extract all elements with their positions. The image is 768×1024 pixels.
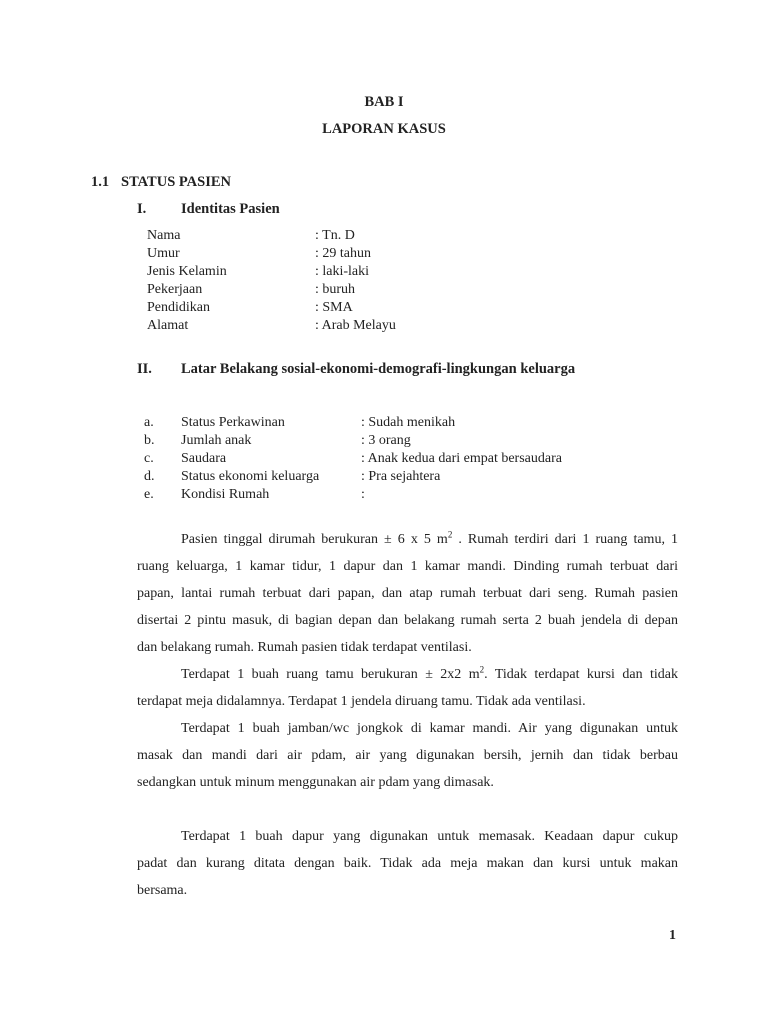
identitas-value: : SMA	[315, 300, 353, 315]
identitas-label: Jenis Kelamin	[147, 264, 227, 279]
identitas-label: Pekerjaan	[147, 282, 203, 297]
latar-label: Jumlah anak	[181, 433, 252, 448]
paragraph-line: disertai 2 pintu masuk, di bagian depan dan belakang rumah serta 2 buah jendela di depan	[137, 613, 678, 628]
paragraph-line: sedangkan untuk minum menggunakan air pdam yang dimasak.	[137, 775, 494, 790]
identitas-label: Umur	[147, 246, 180, 261]
latar-value: : Anak kedua dari empat bersaudara	[361, 451, 562, 466]
latar-letter: b.	[144, 433, 155, 448]
paragraph-line: padat dan kurang ditata dengan baik. Tidak ada meja makan dan kursi untuk makan	[137, 856, 678, 871]
paragraph-line: papan, lantai rumah terbuat dari papan, dan atap rumah terbuat dari seng. Rumah pasien	[137, 586, 678, 601]
latar-letter: c.	[144, 451, 154, 466]
latar-value: : 3 orang	[361, 433, 411, 448]
latar-letter: e.	[144, 487, 154, 502]
paragraph-line: dan belakang rumah. Rumah pasien tidak terdapat ventilasi.	[137, 640, 472, 655]
paragraph-line: Pasien tinggal dirumah berukuran ± 6 x 5 $m^2$ . Rumah terdiri dari 1 ruang tamu, 1	[181, 529, 678, 547]
latar-label: Kondisi Rumah	[181, 487, 270, 502]
paragraph-kitchen	[137, 823, 678, 904]
paragraph-line: masak dan mandi dari air pdam, air yang digunakan bersih, jernih dan tidak berbau	[137, 748, 678, 763]
latar-letter: a.	[144, 415, 154, 430]
latar-label: Status ekonomi keluarga	[181, 469, 320, 484]
latar-label: Status Perkawinan	[181, 415, 285, 430]
paragraph-bathroom	[137, 715, 678, 796]
chapter-title: LAPORAN KASUS	[322, 121, 446, 137]
paragraph-line: bersama.	[137, 883, 188, 898]
latar-heading: Latar Belakang sosial-ekonomi-demografi-lingkungan keluarga	[181, 361, 576, 377]
identitas-numeral: I.	[137, 201, 147, 217]
identitas-value: : Tn. D	[315, 228, 355, 243]
latar-letter: d.	[144, 469, 155, 484]
latar-label: Saudara	[181, 451, 227, 466]
latar-value: : Sudah menikah	[361, 415, 456, 430]
paragraph-line: Terdapat 1 buah jamban/wc jongkok di kamar mandi. Air yang digunakan untuk	[181, 721, 678, 736]
identitas-heading: Identitas Pasien	[181, 201, 280, 217]
identitas-value: : laki-laki	[315, 264, 370, 279]
paragraph-house	[137, 526, 678, 661]
identitas-value: : 29 tahun	[315, 246, 371, 261]
identitas-label: Pendidikan	[147, 300, 210, 315]
page-number: 1	[669, 928, 676, 943]
identitas-value: : buruh	[315, 282, 356, 297]
section-number: 1.1	[91, 174, 110, 190]
identitas-label: Alamat	[147, 318, 189, 333]
paragraph-line: Terdapat 1 buah dapur yang digunakan untuk memasak. Keadaan dapur cukup	[181, 829, 678, 844]
latar-value: : Pra sejahtera	[361, 469, 441, 484]
chapter-label: BAB I	[364, 94, 404, 110]
identitas-value: : Arab Melayu	[315, 318, 396, 333]
identitas-label: Nama	[147, 228, 181, 243]
paragraph-line: ruang keluarga, 1 kamar tidur, 1 dapur dan 1 kamar mandi. Dinding rumah terbuat dari	[137, 559, 678, 574]
paragraph-line: Terdapat 1 buah ruang tamu berukuran ± 2x2 $m^2$. Tidak terdapat kursi dan tidak	[181, 664, 678, 682]
section-title: STATUS PASIEN	[121, 174, 231, 190]
paragraph-living-room	[137, 661, 678, 715]
paragraph-line: terdapat meja didalamnya. Terdapat 1 jendela diruang tamu. Tidak ada ventilasi.	[137, 694, 586, 709]
latar-numeral: II.	[137, 361, 152, 377]
latar-value: :	[361, 487, 365, 502]
